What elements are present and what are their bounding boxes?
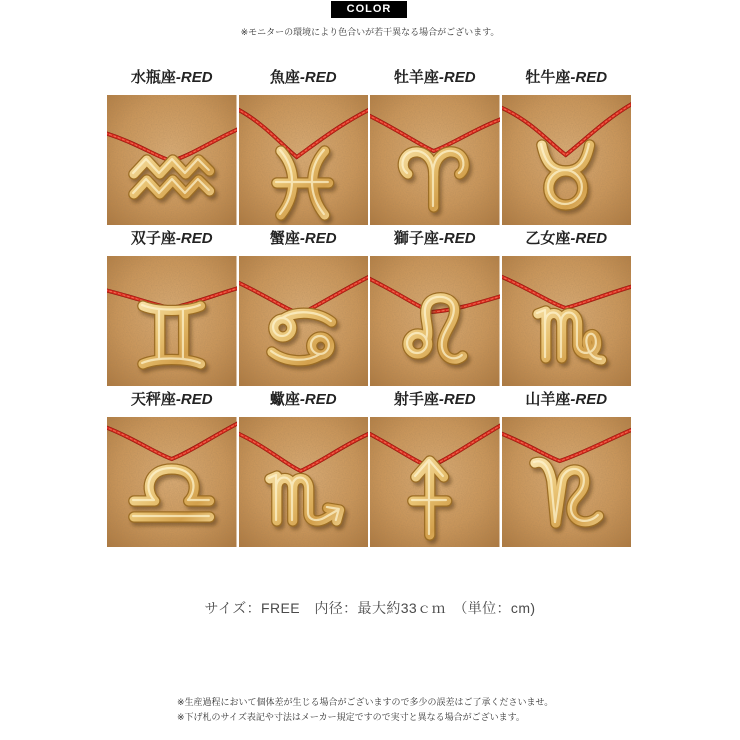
product-label [131,390,213,410]
product-label [525,68,607,88]
product-photo [239,95,369,225]
sign-name: 牡羊座 [393,69,439,86]
product-label [525,390,607,410]
product-label [270,390,337,410]
product-photo [107,95,237,225]
paper-texture [370,256,500,386]
product-photo [107,417,237,547]
footnotes [177,695,553,725]
product-grid [107,68,631,547]
product-photo [502,417,632,547]
product-tile [502,68,632,225]
aquarius-icon [133,159,212,198]
product-photo [239,417,369,547]
color-variant: -RED [299,230,337,247]
color-variant: -RED [438,391,476,408]
footnote-line: ※生産過程において個体差が生じる場合がございますので多少の誤差はご了承くださいませ。 [177,697,554,707]
product-tile [239,229,369,386]
sign-name: 水瓶座 [130,69,176,86]
product-tile [107,68,237,225]
product-tile [239,68,369,225]
product-tile [502,390,632,547]
color-badge: COLOR [331,1,407,18]
product-label [270,68,337,88]
product-label [394,390,476,410]
size-info: サイズ：FREE 内径：最大約33ｃｍ （単位：cm) [204,600,536,616]
monitor-color-notice: ※モニターの環境により色合いが若干異なる場合がございます。 [240,27,500,37]
product-tile [107,390,237,547]
sign-name: 射手座 [393,391,439,408]
color-variant: -RED [570,230,608,247]
sign-name: 双子座 [130,230,176,247]
product-tile [502,229,632,386]
product-photo [239,256,369,386]
product-label [270,229,337,249]
color-variant: -RED [299,391,337,408]
product-tile [370,390,500,547]
product-photo [502,256,632,386]
product-tile [370,68,500,225]
product-label [131,229,213,249]
product-tile [239,390,369,547]
color-variant: -RED [570,391,608,408]
color-variant: -RED [175,230,213,247]
product-photo [107,256,237,386]
sign-name: 山羊座 [525,391,571,408]
paper-texture [239,95,369,225]
sign-name: 魚座 [269,69,300,86]
color-variant: -RED [570,69,608,86]
product-label [394,229,476,249]
footnote-line: ※下げ札のサイズ表記や寸法はメーカー規定ですので実寸と異なる場合がございます。 [177,712,525,722]
sign-name: 牡牛座 [525,69,571,86]
product-label [394,68,476,88]
color-variant: -RED [175,391,213,408]
color-variant: -RED [175,69,213,86]
product-tile [107,229,237,386]
product-photo [370,256,500,386]
sign-name: 獅子座 [393,230,439,247]
product-label [131,68,213,88]
sign-name: 蟹座 [269,230,300,247]
product-photo [370,95,500,225]
product-tile [370,229,500,386]
sign-name: 蠍座 [269,391,300,408]
sign-name: 天秤座 [130,391,176,408]
product-photo [370,417,500,547]
product-label [525,229,607,249]
product-photo [502,95,632,225]
color-variant: -RED [438,230,476,247]
color-variant: -RED [438,69,476,86]
color-variant: -RED [299,69,337,86]
sign-name: 乙女座 [525,230,571,247]
